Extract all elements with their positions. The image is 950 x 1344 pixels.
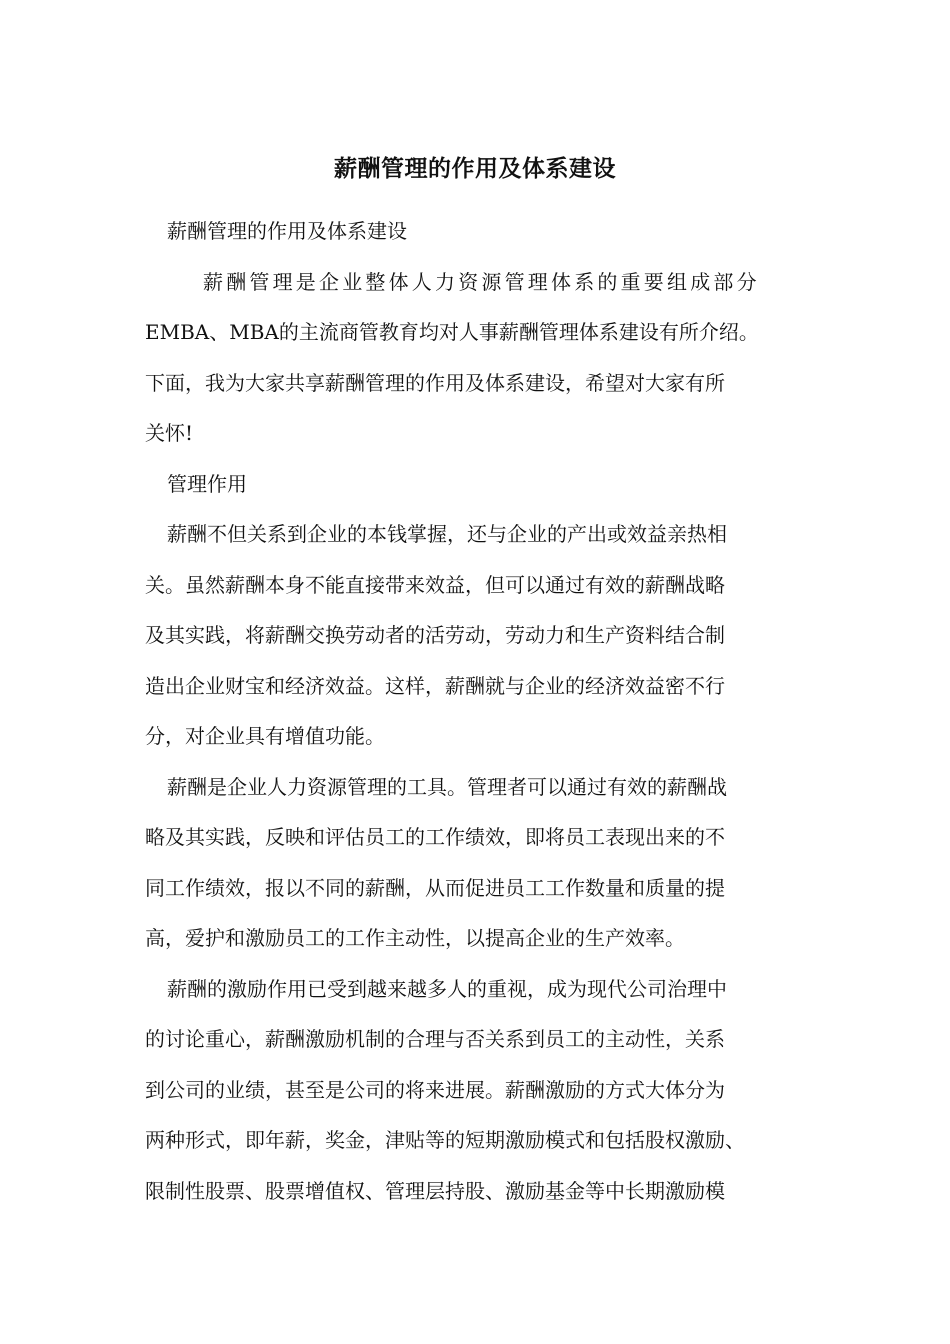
paragraph-line: 及其实践，将薪酬交换劳动者的活劳动，劳动力和生产资料结合制: [145, 623, 725, 647]
document-title: 薪酬管理的作用及体系建设: [334, 155, 616, 182]
paragraph-line: 同工作绩效，报以不同的薪酬，从而促进员工工作数量和质量的提: [145, 875, 725, 900]
paragraph-line: 薪酬的激励作用已受到越来越多人的重视，成为现代公司治理中: [167, 976, 727, 1001]
section-heading: 管理作用: [167, 471, 247, 496]
paragraph-line: 略及其实践，反映和评估员工的工作绩效，即将员工表现出来的不: [145, 825, 725, 849]
paragraph-line: 造出企业财宝和经济效益。这样，薪酬就与企业的经济效益密不行: [145, 673, 725, 698]
document-body: [145, 206, 810, 1216]
paragraph-line: 高，爱护和激励员工的工作主动性，以提高企业的生产效率。: [145, 926, 685, 950]
paragraph-line: 关。虽然薪酬本身不能直接带来效益，但可以通过有效的薪酬战略: [145, 572, 725, 597]
paragraph-line: 薪酬不但关系到企业的本钱掌握，还与企业的产出或效益亲热相: [167, 522, 727, 546]
intro-line: EMBA、MBA的主流商管教育均对人事薪酬管理体系建设有所介绍。: [145, 320, 759, 344]
paragraph-line: 到公司的业绩，甚至是公司的将来进展。薪酬激励的方式大体分为: [145, 1077, 725, 1102]
paragraph-line: 分，对企业具有增值功能。: [145, 724, 385, 748]
intro-line: 下面，我为大家共享薪酬管理的作用及体系建设，希望对大家有所: [145, 370, 725, 395]
paragraph-line: 限制性股票、股票增值权、管理层持股、激励基金等中长期激励模: [145, 1178, 725, 1203]
paragraph-line: 两种形式，即年薪，奖金，津贴等的短期激励模式和包括股权激励、: [145, 1128, 745, 1152]
paragraph-line: 薪酬是企业人力资源管理的工具。管理者可以通过有效的薪酬战: [167, 774, 727, 799]
intro-line: 薪酬管理是企业整体人力资源管理体系的重要组成部分: [203, 269, 760, 294]
paragraph-line: 的讨论重心，薪酬激励机制的合理与否关系到员工的主动性，关系: [145, 1027, 725, 1051]
intro-line: 关怀!: [145, 421, 194, 445]
subtitle: 薪酬管理的作用及体系建设: [167, 219, 407, 243]
